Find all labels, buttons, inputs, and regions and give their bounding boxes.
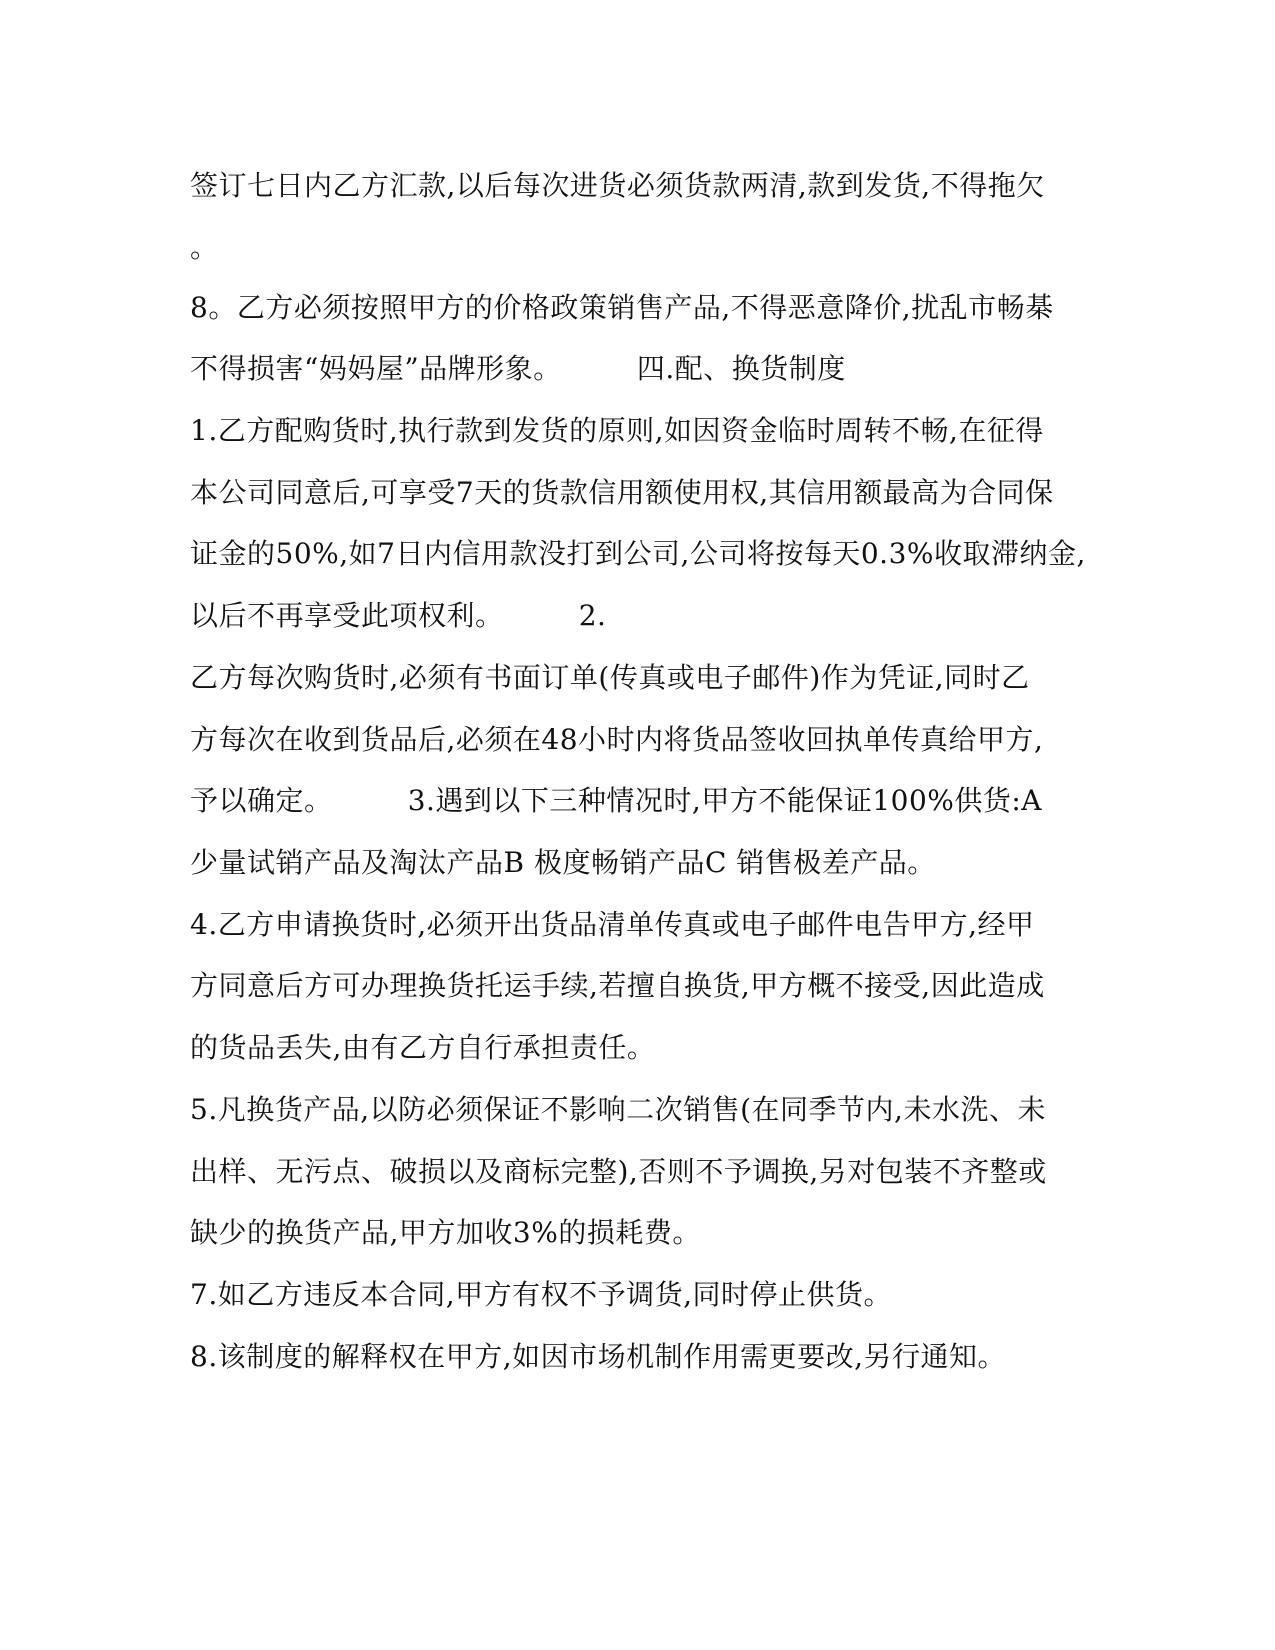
text-line: 7.如乙方违反本合同,甲方有权不予调货,同时停止供货。 [190, 1278, 893, 1311]
text-line: 1.乙方配购货时,执行款到发货的原则,如因资金临时周转不畅,在征得 [190, 414, 1044, 447]
text-line: 证金的50%,如7日内信用款没打到公司,公司将按每天0.3%收取滞纳金, [190, 537, 1086, 570]
text-line: 以后不再享受此项权利。 2. [190, 599, 607, 632]
text-line: 5.凡换货产品,以防必须保证不影响二次销售(在同季节内,未水洗、未 [190, 1093, 1046, 1126]
text-line: 4.乙方申请换货时,必须开出货品清单传真或电子邮件电告甲方,经甲 [190, 908, 1035, 941]
text-line: 予以确定。 3.遇到以下三种情况时,甲方不能保证100%供货:A [190, 784, 1043, 817]
text-line: 缺少的换货产品,甲方加收3%的损耗费。 [190, 1216, 701, 1249]
text-line: 8.该制度的解释权在甲方,如因市场机制作用需更要改,另行通知。 [190, 1340, 1007, 1373]
text-line: 。 [190, 231, 219, 264]
text-line: 出样、无污点、破损以及商标完整),否则不予调换,另对包装不齐整或 [190, 1155, 1047, 1188]
text-line: 本公司同意后,可享受7天的货款信用额使用权,其信用额最高为合同保 [190, 476, 1054, 509]
text-line: 8。乙方必须按照甲方的价格政策销售产品,不得恶意降价,扰乱市畅棊 [190, 291, 1054, 324]
text-line: 乙方每次购货时,必须有书面订单(传真或电子邮件)作为凭证,同时乙 [190, 661, 1030, 694]
text-line: 方每次在收到货品后,必须在48小时内将货品签收回执单传真给甲方, [190, 723, 1044, 756]
text-line: 不得损害“妈妈屋”品牌形象。 四.配、换货制度 [190, 352, 846, 385]
text-line: 签订七日内乙方汇款,以后每次进货必须货款两清,款到发货,不得拖欠 [190, 169, 1045, 202]
text-line: 方同意后方可办理换货托运手续,若擅自换货,甲方概不接受,因此造成 [190, 969, 1045, 1002]
text-line: 少量试销产品及淘汰产品B 极度畅销产品C 销售极差产品。 [190, 846, 936, 879]
text-line: 的货品丢失,由有乙方自行承担责任。 [190, 1031, 656, 1064]
